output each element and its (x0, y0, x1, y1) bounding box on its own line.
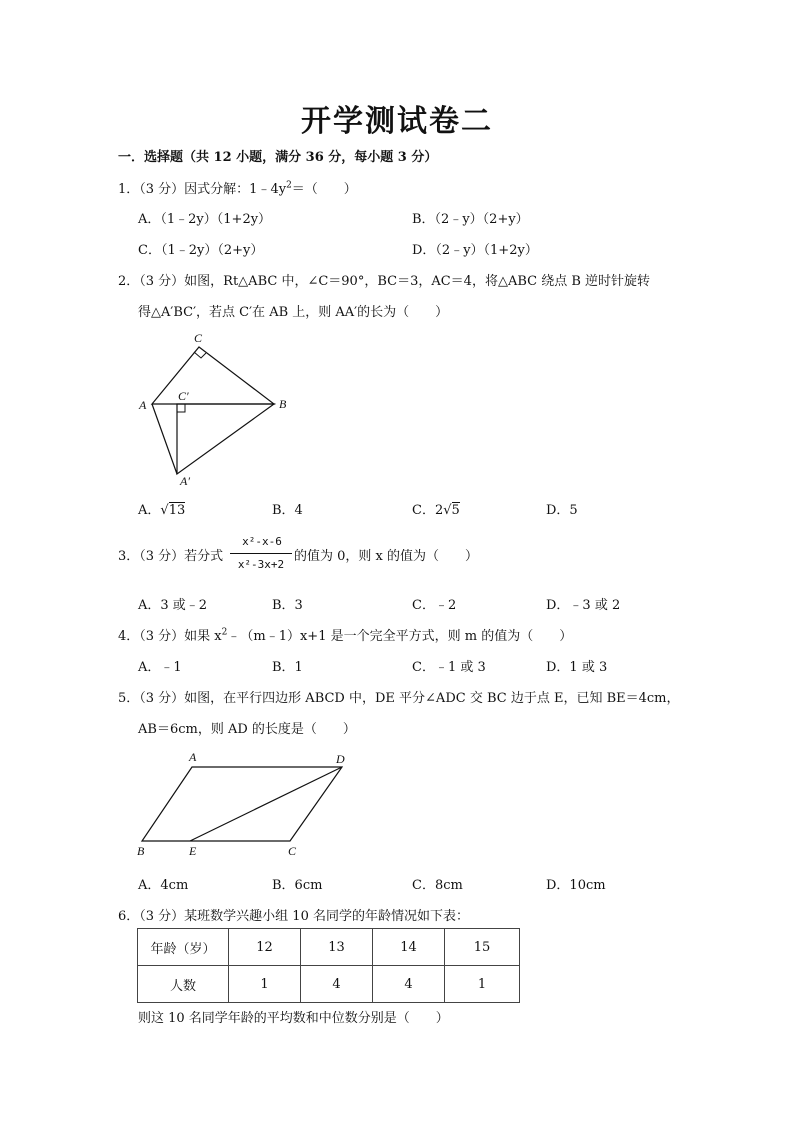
question-5-option-a[interactable]: A．4cm (138, 878, 189, 893)
label-a: A (189, 750, 197, 764)
label-a-prime: A′ (180, 474, 190, 488)
question-2-option-a[interactable] (138, 499, 185, 518)
question-5-option-d[interactable]: D．10cm (546, 878, 606, 893)
question-1 (118, 178, 357, 197)
table-row (138, 929, 520, 966)
table-header-cell: 年龄（岁） (138, 929, 229, 966)
question-2-option-c-radicand: 5 (451, 503, 460, 518)
label-b: B (279, 397, 287, 411)
section-heading: 一．选择题（共 12 小题，满分 36 分，每小题 3 分） (118, 150, 438, 165)
question-2-option-b[interactable]: B．4 (272, 503, 303, 518)
question-5-option-c[interactable]: C．8cm (412, 878, 463, 893)
question-3-denominator: x²-3x+2 (237, 558, 285, 571)
question-2-figure (130, 325, 300, 495)
table-cell: 4 (301, 966, 373, 1003)
segment-de (190, 767, 342, 841)
triangle-abc (152, 347, 274, 404)
question-3-option-a[interactable]: A．3 或﹣2 (138, 598, 208, 613)
page-title: 开学测试卷二 (301, 104, 493, 139)
question-1-option-a[interactable]: A．（1﹣2y）（1+2y） (138, 212, 272, 227)
question-3-option-c[interactable]: C．﹣2 (412, 598, 457, 613)
table-cell: 15 (445, 929, 520, 966)
table-cell: 12 (229, 929, 301, 966)
question-3-option-d[interactable]: D．﹣3 或 2 (546, 598, 621, 613)
table-cell: 1 (229, 966, 301, 1003)
label-a: A (139, 398, 147, 412)
label-c: C (288, 844, 297, 858)
label-c: C (194, 331, 203, 345)
question-4-option-b[interactable]: B．1 (272, 660, 303, 675)
question-4-option-c[interactable]: C．﹣1 或 3 (412, 660, 486, 675)
table-row (138, 966, 520, 1003)
question-4-text-a: 4．（3 分）如果 x (118, 629, 222, 644)
sqrt-sign-icon: √ (443, 503, 452, 518)
question-1-tail: ＝（ ） (291, 182, 357, 197)
question-4 (118, 625, 572, 644)
table-cell: 13 (301, 929, 373, 966)
age-table (137, 928, 520, 1003)
label-b: B (137, 844, 145, 858)
question-5-line-1: 5．（3 分）如图，在平行四边形 ABCD 中，DE 平分∠ADC 交 BC 边于点 E，已知 BE＝4cm， (118, 691, 680, 706)
question-3-suffix: 的值为 0，则 x 的值为（ ） (294, 549, 478, 564)
question-2-option-c[interactable] (412, 499, 460, 518)
right-angle-mark-c1 (177, 404, 185, 412)
question-2-option-a-radicand: 13 (168, 503, 186, 518)
table-cell: 4 (373, 966, 445, 1003)
sqrt-sign-icon: √ (160, 503, 169, 518)
question-4-option-a[interactable]: A．﹣1 (138, 660, 182, 675)
parallelogram-abcd (142, 767, 342, 841)
question-1-option-d[interactable]: D．（2﹣y）（1+2y） (412, 243, 538, 258)
question-1-exponent: 2 (286, 180, 292, 191)
question-1-text: 1．（3 分）因式分解：1﹣4y (118, 182, 287, 197)
question-3-prefix: 3．（3 分）若分式 (118, 549, 224, 564)
question-6-line-2: 则这 10 名同学年龄的平均数和中位数分别是（ ） (138, 1011, 449, 1026)
question-2-option-a-label: A． (138, 503, 161, 518)
question-3-option-b[interactable]: B．3 (272, 598, 303, 613)
question-2-option-c-label: C．2 (412, 503, 444, 518)
question-2-option-d[interactable]: D．5 (546, 503, 578, 518)
question-5-line-2: AB＝6cm，则 AD 的长度是（ ） (138, 722, 356, 737)
question-3-numerator: x²-x-6 (242, 535, 282, 548)
label-e: E (189, 844, 197, 858)
question-4-option-d[interactable]: D．1 或 3 (546, 660, 608, 675)
label-c-prime: C′ (178, 389, 189, 403)
fraction-bar (230, 553, 292, 554)
table-cell: 1 (445, 966, 520, 1003)
question-1-option-b[interactable]: B．（2﹣y）（2+y） (412, 212, 529, 227)
question-2-line-1: 2．（3 分）如图，Rt△ABC 中，∠C＝90°，BC＝3，AC＝4，将△ABC 绕点 B 逆时针旋转 (118, 274, 651, 289)
question-5-figure (130, 745, 360, 863)
triangle-a1bc1 (177, 404, 274, 474)
question-4-exponent: 2 (221, 627, 228, 638)
question-6-line-1: 6．（3 分）某班数学兴趣小组 10 名同学的年龄情况如下表： (118, 909, 469, 924)
table-header-cell: 人数 (138, 966, 229, 1003)
question-1-option-c[interactable]: C．（1﹣2y）（2+y） (138, 243, 264, 258)
question-2-line-2: 得△A′BC′，若点 C′在 AB 上，则 AA′的长为（ ） (138, 305, 449, 320)
label-d: D (336, 752, 345, 766)
question-4-text-b: ﹣（m﹣1）x+1 是一个完全平方式，则 m 的值为（ ） (227, 629, 573, 644)
segment-aa1 (152, 404, 177, 474)
right-angle-mark-c (194, 352, 206, 358)
question-5-option-b[interactable]: B．6cm (272, 878, 323, 893)
table-cell: 14 (373, 929, 445, 966)
